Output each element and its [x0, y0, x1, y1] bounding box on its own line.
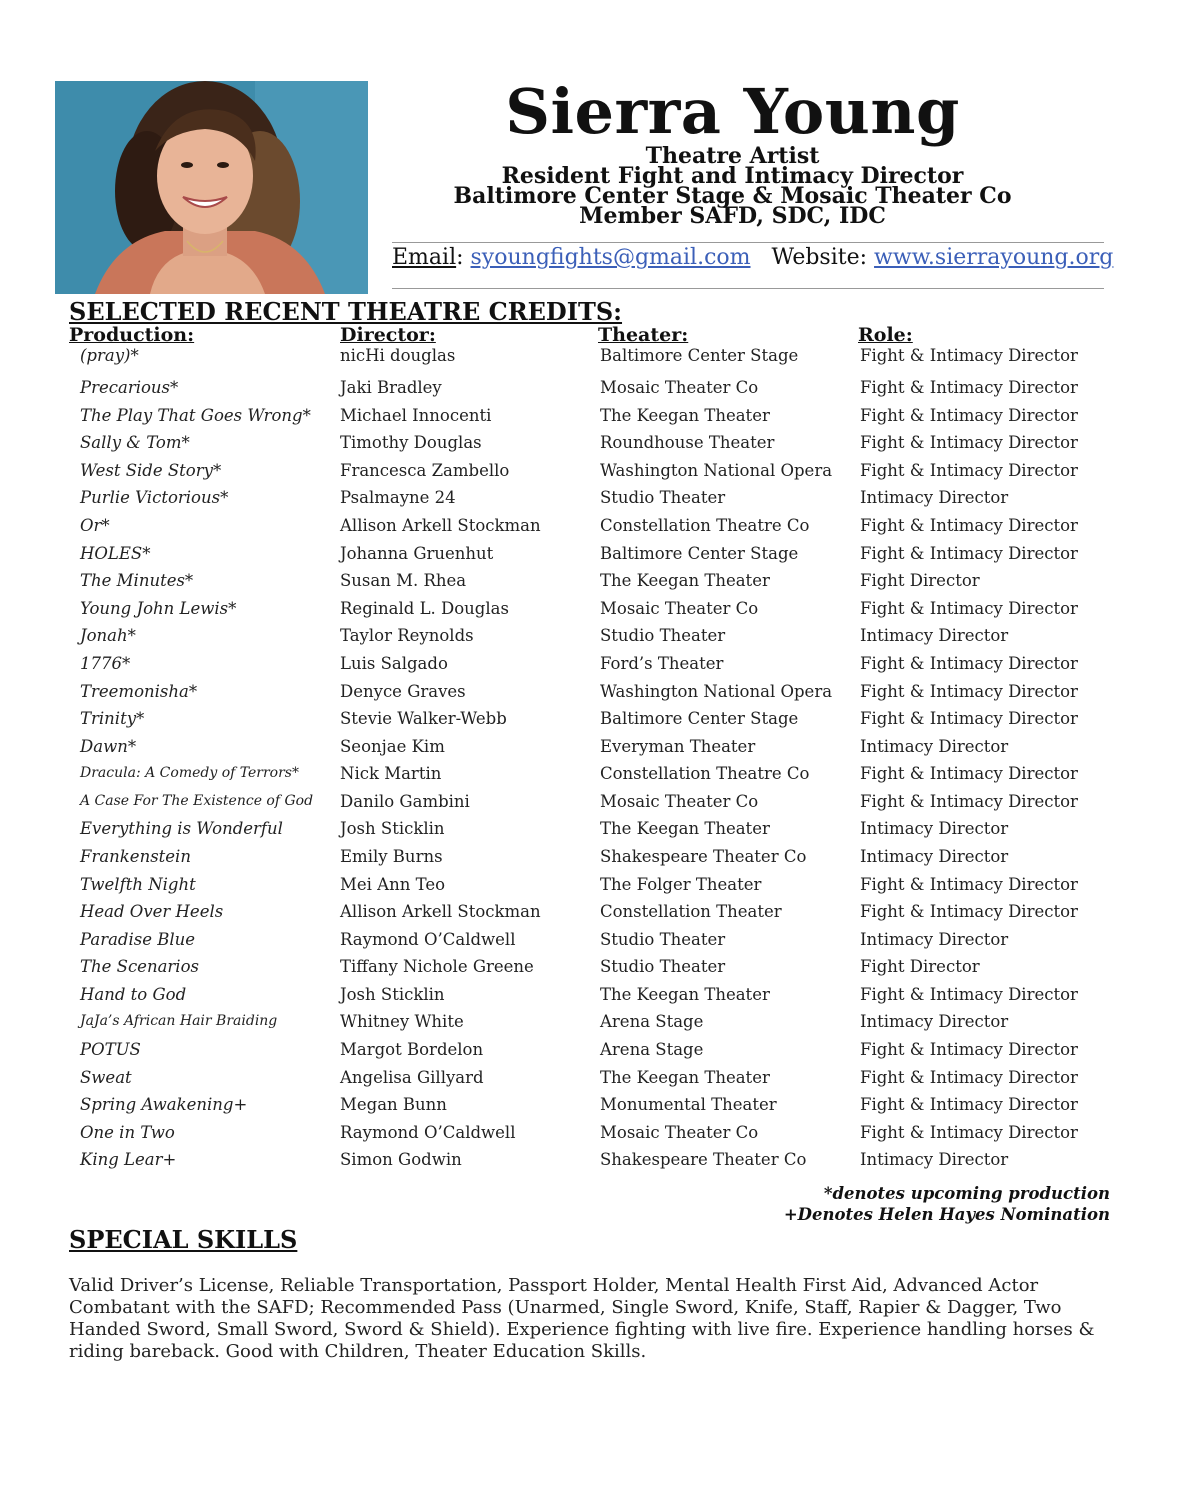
credit-role: Fight & Intimacy Director — [860, 1123, 1078, 1142]
credit-production: Head Over Heels — [80, 902, 224, 921]
credit-director: Allison Arkell Stockman — [340, 902, 541, 921]
resume-name: Sierra Young — [505, 75, 960, 148]
credit-director: Francesca Zambello — [340, 461, 510, 480]
credit-theater: Mosaic Theater Co — [600, 792, 759, 811]
credit-theater: The Keegan Theater — [600, 571, 770, 590]
credit-director: Whitney White — [340, 1012, 464, 1031]
credit-director: Denyce Graves — [340, 682, 466, 701]
credit-theater: Constellation Theater — [600, 902, 782, 921]
credit-role: Fight & Intimacy Director — [860, 764, 1078, 783]
credit-theater: Baltimore Center Stage — [600, 346, 799, 365]
credit-row — [0, 733, 1179, 760]
credit-row — [0, 1146, 1179, 1173]
credit-director: Psalmayne 24 — [340, 488, 456, 507]
credit-theater: The Folger Theater — [600, 875, 762, 894]
credit-role: Fight & Intimacy Director — [860, 406, 1078, 425]
credit-production: Jonah* — [80, 626, 136, 645]
credit-theater: Shakespeare Theater Co — [600, 847, 807, 866]
credit-row — [0, 595, 1179, 622]
credit-director: Michael Innocenti — [340, 406, 492, 425]
credit-director: Jaki Bradley — [340, 378, 442, 397]
email-label: Email — [392, 245, 457, 270]
credit-director: Simon Godwin — [340, 1150, 462, 1169]
credit-row — [0, 622, 1179, 649]
credit-director: Margot Bordelon — [340, 1040, 484, 1059]
credit-director: Johanna Gruenhut — [340, 544, 494, 563]
credit-director: Nick Martin — [340, 764, 442, 783]
credit-notes — [784, 1183, 1110, 1225]
credit-production: Or* — [80, 516, 110, 535]
email-link[interactable]: syoungfights@gmail.com — [470, 245, 751, 270]
subtitle-line: Theatre Artist — [645, 143, 820, 169]
credit-role: Intimacy Director — [860, 737, 1009, 756]
credit-production: One in Two — [80, 1123, 175, 1142]
credit-production: Young John Lewis* — [80, 599, 237, 618]
credit-theater: Roundhouse Theater — [600, 433, 775, 452]
col-production: Production: — [69, 324, 195, 346]
credit-role: Intimacy Director — [860, 930, 1009, 949]
credit-row — [0, 705, 1179, 732]
credit-director: Raymond O’Caldwell — [340, 930, 516, 949]
credit-production: Dracula: A Comedy of Terrors* — [80, 765, 299, 781]
credit-production: Paradise Blue — [80, 930, 196, 949]
credit-director: Taylor Reynolds — [340, 626, 474, 645]
credit-production: Sweat — [80, 1068, 132, 1087]
skills-heading: SPECIAL SKILLS — [69, 1225, 298, 1254]
credit-row — [0, 871, 1179, 898]
credit-role: Fight & Intimacy Director — [860, 682, 1078, 701]
credit-row — [0, 953, 1179, 980]
credit-director: Josh Sticklin — [340, 985, 445, 1004]
credit-theater: Washington National Opera — [600, 461, 833, 480]
credit-role: Intimacy Director — [860, 488, 1009, 507]
credit-row — [0, 1036, 1179, 1063]
credit-role: Intimacy Director — [860, 819, 1009, 838]
credit-production: The Minutes* — [80, 571, 194, 590]
credit-production: POTUS — [80, 1040, 141, 1059]
credit-role: Intimacy Director — [860, 847, 1009, 866]
credit-production: West Side Story* — [80, 461, 222, 480]
credit-row — [0, 981, 1179, 1008]
credit-director: Angelisa Gillyard — [340, 1068, 484, 1087]
credit-theater: Washington National Opera — [600, 682, 833, 701]
col-director: Director: — [340, 324, 436, 346]
credit-director: Stevie Walker-Webb — [340, 709, 507, 728]
credit-row — [0, 342, 1179, 369]
credit-role: Fight & Intimacy Director — [860, 378, 1078, 397]
credit-theater: The Keegan Theater — [600, 406, 770, 425]
credit-director: Megan Bunn — [340, 1095, 447, 1114]
credit-row — [0, 815, 1179, 842]
credit-row — [0, 926, 1179, 953]
skills-text: Valid Driver’s License, Reliable Transportation, Passport Holder, Mental Health First Aid, Advanced Actor Combatant with the SAFD; Recommended Pass (Unarmed, Single Sword, Knife, Staff, Rapier & Dagger, Two Handed Sword, Small Sword, Sword & Shield). Experience fighting with live fire. Experience handling horses & riding bareback. Good with Children, Theater Education Skills. — [69, 1275, 1095, 1362]
credit-row — [0, 898, 1179, 925]
headshot-photo — [55, 81, 368, 294]
credit-theater: The Keegan Theater — [600, 985, 770, 1004]
credit-role: Fight & Intimacy Director — [860, 875, 1078, 894]
website-label: Website: — [771, 245, 868, 270]
credit-director: Danilo Gambini — [340, 792, 470, 811]
note-nomination: +Denotes Helen Hayes Nomination — [783, 1205, 1110, 1224]
credit-director: Reginald L. Douglas — [340, 599, 509, 618]
credit-production: Dawn* — [80, 737, 137, 756]
subtitle-line: Baltimore Center Stage & Mosaic Theater Co — [453, 183, 1012, 209]
credit-row — [0, 457, 1179, 484]
credit-role: Fight & Intimacy Director — [860, 792, 1078, 811]
credit-director: Raymond O’Caldwell — [340, 1123, 516, 1142]
credit-theater: Baltimore Center Stage — [600, 709, 799, 728]
col-theater: Theater: — [598, 324, 689, 346]
title-block — [390, 143, 1075, 229]
credit-role: Fight & Intimacy Director — [860, 461, 1078, 480]
credit-theater: Arena Stage — [600, 1012, 704, 1031]
credit-theater: Constellation Theatre Co — [600, 764, 810, 783]
credit-role: Fight & Intimacy Director — [860, 544, 1078, 563]
credit-row — [0, 760, 1179, 787]
credit-role: Fight & Intimacy Director — [860, 654, 1078, 673]
credit-row — [0, 678, 1179, 705]
credit-theater: Monumental Theater — [600, 1095, 777, 1114]
credit-row — [0, 1091, 1179, 1118]
credit-theater: Studio Theater — [600, 957, 726, 976]
credit-role: Fight & Intimacy Director — [860, 346, 1078, 365]
divider-bottom — [392, 288, 1104, 289]
credit-role: Fight & Intimacy Director — [860, 433, 1078, 452]
credit-role: Intimacy Director — [860, 1012, 1009, 1031]
credit-production: Treemonisha* — [80, 682, 198, 701]
credit-theater: Studio Theater — [600, 488, 726, 507]
credit-row — [0, 374, 1179, 401]
credit-theater: Everyman Theater — [600, 737, 756, 756]
credit-production: The Scenarios — [80, 957, 199, 976]
credit-director: Josh Sticklin — [340, 819, 445, 838]
col-role: Role: — [858, 324, 913, 346]
credit-role: Fight Director — [860, 571, 980, 590]
credit-row — [0, 567, 1179, 594]
note-upcoming: *denotes upcoming production — [823, 1184, 1110, 1203]
credit-director: Allison Arkell Stockman — [340, 516, 541, 535]
credit-director: nicHi douglas — [340, 346, 456, 365]
credit-role: Intimacy Director — [860, 626, 1009, 645]
credit-theater: Arena Stage — [600, 1040, 704, 1059]
website-link[interactable]: www.sierrayoung.org — [874, 245, 1114, 270]
credit-role: Fight & Intimacy Director — [860, 1095, 1078, 1114]
contact-line: Email: syoungfights@gmail.com Website: www.sierrayoung.org — [392, 245, 1114, 270]
credit-role: Fight & Intimacy Director — [860, 709, 1078, 728]
credit-theater: Mosaic Theater Co — [600, 1123, 759, 1142]
credit-production: Precarious* — [80, 378, 179, 397]
credit-theater: The Keegan Theater — [600, 819, 770, 838]
credit-role: Intimacy Director — [860, 1150, 1009, 1169]
credit-role: Fight & Intimacy Director — [860, 902, 1078, 921]
credit-role: Fight & Intimacy Director — [860, 1040, 1078, 1059]
credit-row — [0, 402, 1179, 429]
credit-production: (pray)* — [80, 346, 139, 365]
credit-role: Fight & Intimacy Director — [860, 1068, 1078, 1087]
credit-production: HOLES* — [80, 544, 151, 563]
credit-role: Fight & Intimacy Director — [860, 985, 1078, 1004]
credit-theater: Baltimore Center Stage — [600, 544, 799, 563]
credit-production: Everything is Wonderful — [80, 819, 283, 838]
credit-production: The Play That Goes Wrong* — [80, 406, 311, 425]
credit-director: Susan M. Rhea — [340, 571, 467, 590]
credit-row — [0, 1008, 1179, 1035]
credit-director: Tiffany Nichole Greene — [340, 957, 534, 976]
credit-production: Twelfth Night — [80, 875, 196, 894]
credit-director: Seonjae Kim — [340, 737, 445, 756]
credit-row — [0, 1064, 1179, 1091]
credit-production: 1776* — [80, 654, 131, 673]
credit-row — [0, 429, 1179, 456]
credit-row — [0, 788, 1179, 815]
subtitle-line: Member SAFD, SDC, IDC — [579, 203, 886, 229]
credit-row — [0, 512, 1179, 539]
credit-director: Luis Salgado — [340, 654, 448, 673]
credit-role: Fight Director — [860, 957, 980, 976]
credit-theater: Shakespeare Theater Co — [600, 1150, 807, 1169]
credit-production: Hand to God — [80, 985, 187, 1004]
credit-row — [0, 650, 1179, 677]
credit-production: Purlie Victorious* — [80, 488, 229, 507]
credit-role: Fight & Intimacy Director — [860, 516, 1078, 535]
credit-production: King Lear+ — [80, 1150, 177, 1169]
credit-theater: Studio Theater — [600, 930, 726, 949]
credit-row — [0, 484, 1179, 511]
credit-role: Fight & Intimacy Director — [860, 599, 1078, 618]
credit-production: Sally & Tom* — [80, 433, 190, 452]
credit-director: Emily Burns — [340, 847, 443, 866]
credit-row — [0, 540, 1179, 567]
credit-theater: Ford’s Theater — [600, 654, 724, 673]
subtitle-line: Resident Fight and Intimacy Director — [501, 163, 964, 189]
credits-heading: SELECTED RECENT THEATRE CREDITS: — [69, 297, 623, 326]
credit-row — [0, 1119, 1179, 1146]
credit-theater: Constellation Theatre Co — [600, 516, 810, 535]
credit-row — [0, 843, 1179, 870]
credit-production: Trinity* — [80, 709, 145, 728]
credit-theater: Mosaic Theater Co — [600, 378, 759, 397]
credit-director: Timothy Douglas — [340, 433, 482, 452]
credit-theater: The Keegan Theater — [600, 1068, 770, 1087]
credit-theater: Studio Theater — [600, 626, 726, 645]
credit-theater: Mosaic Theater Co — [600, 599, 759, 618]
credit-director: Mei Ann Teo — [340, 875, 446, 894]
credit-production: Frankenstein — [80, 847, 191, 866]
credit-production: Spring Awakening+ — [80, 1095, 248, 1114]
credit-production: JaJa’s African Hair Braiding — [80, 1013, 278, 1029]
credit-production: A Case For The Existence of God — [80, 793, 314, 809]
